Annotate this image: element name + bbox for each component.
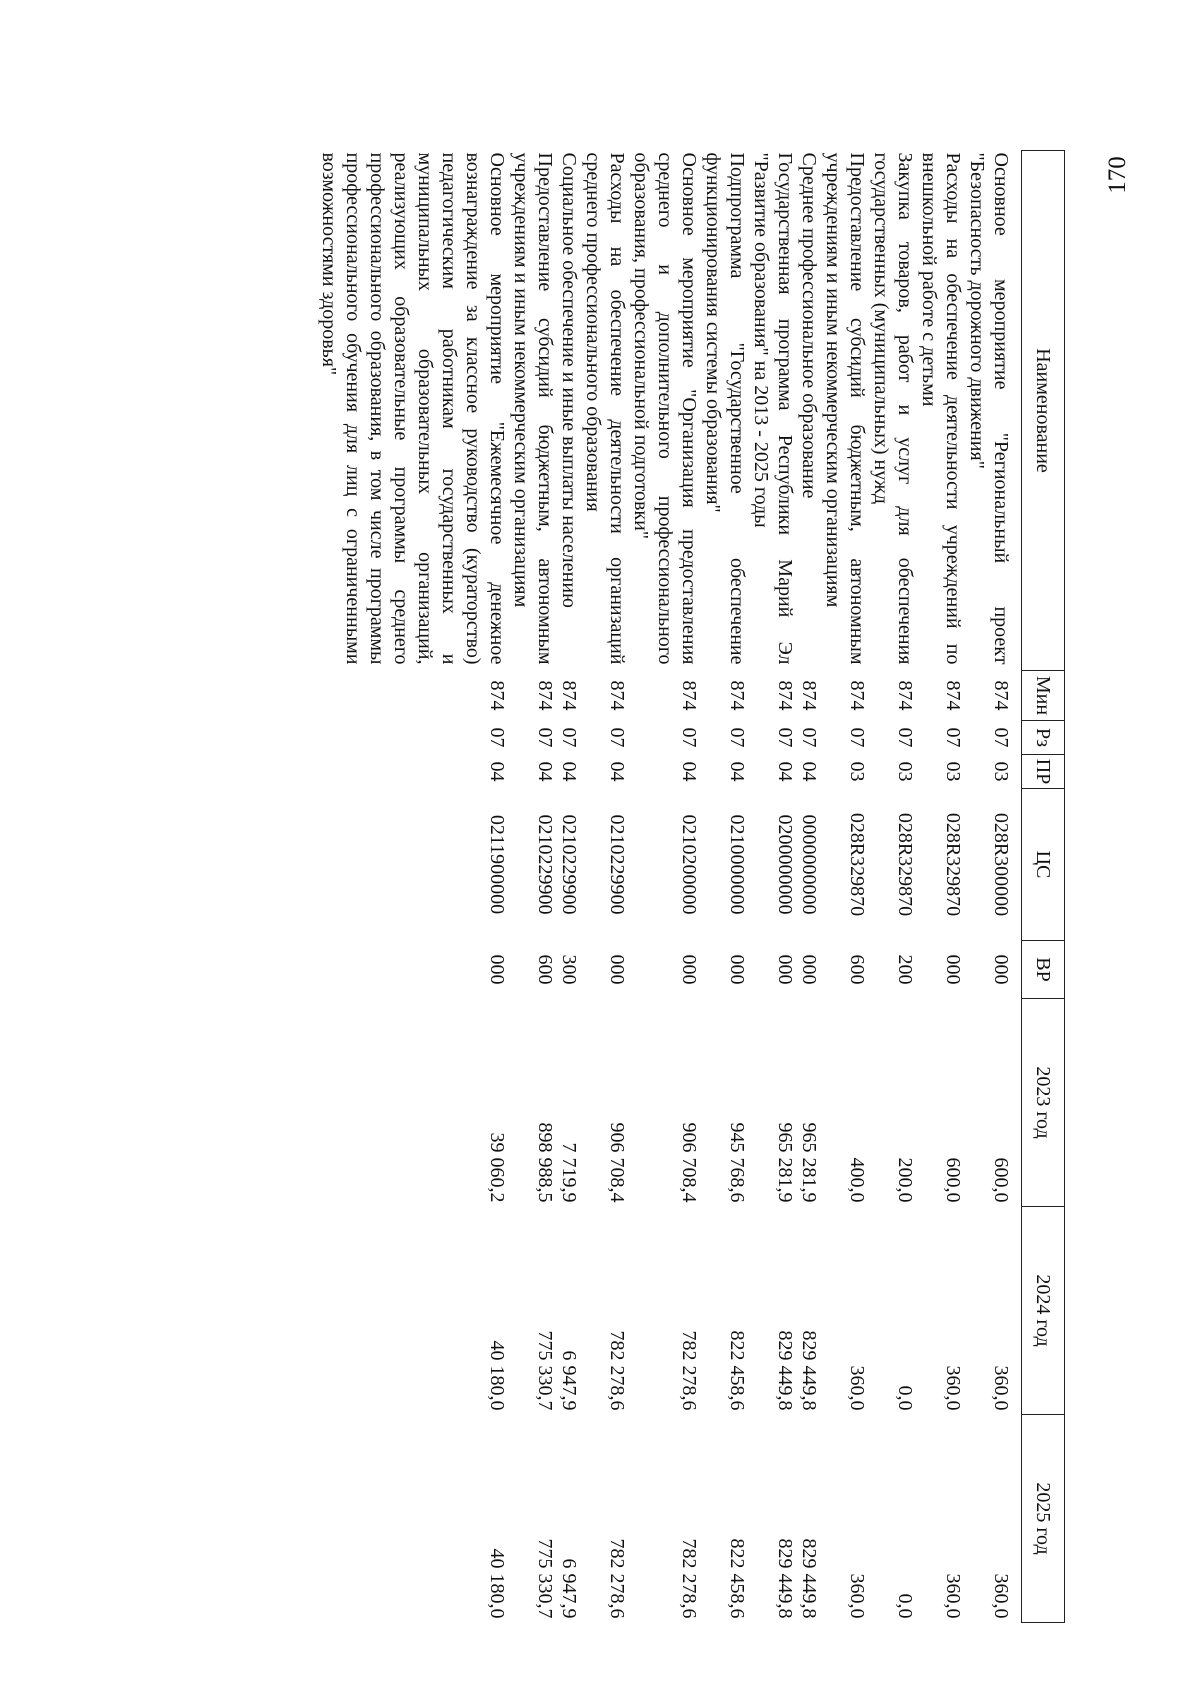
row-pr: 03 [846, 761, 868, 782]
row-cs: 0210200000 [678, 814, 700, 915]
row-name: Основное мероприятие "Региональный проект "Безопасность дорожного движения" [966, 152, 1012, 665]
row-cs: 028R329870 [846, 812, 868, 917]
table-row [965, 151, 1013, 1623]
row-cs: 0210229900 [558, 814, 580, 915]
row-name: Подпрограмма "Государственное обеспечение функционирования системы образования" [702, 152, 748, 665]
row-2025: 822 458,6 [726, 1538, 748, 1619]
row-vr: 300 [558, 954, 580, 985]
row-pr: 03 [990, 761, 1012, 782]
row-2025: 6 947,9 [558, 1558, 580, 1619]
row-2024: 40 180,0 [486, 1340, 508, 1411]
row-vr: 000 [774, 954, 796, 985]
row-cs: 0210000000 [726, 814, 748, 915]
row-2025: 360,0 [990, 1573, 1012, 1619]
row-2025: 775 330,7 [534, 1538, 556, 1619]
row-pr: 04 [606, 761, 628, 782]
table-row-group [509, 151, 581, 1623]
table-row [869, 151, 917, 1623]
row-2025: 782 278,6 [606, 1538, 628, 1619]
page-number: 170 [1104, 156, 1131, 194]
row-vr: 600 [534, 954, 556, 985]
row-cs: 028R329870 [894, 812, 916, 917]
row-rz: 07 [774, 727, 796, 748]
row-2023: 965 281,9 [798, 1122, 820, 1203]
row-2024: 360,0 [846, 1365, 868, 1411]
row-min: 874 [846, 680, 868, 711]
table-row [317, 151, 509, 1623]
row-vr: 000 [942, 954, 964, 985]
row-2025: 360,0 [942, 1573, 964, 1619]
row-cs: 028R300000 [990, 812, 1012, 917]
row-2025: 360,0 [846, 1573, 868, 1619]
row-2024: 775 330,7 [534, 1330, 556, 1411]
row-2023: 898 988,5 [534, 1122, 556, 1203]
row-pr: 04 [726, 761, 748, 782]
row-rz: 07 [846, 727, 868, 748]
header-name: Наименование [1022, 151, 1065, 671]
row-2023: 945 768,6 [726, 1122, 748, 1203]
row-rz: 07 [558, 727, 580, 748]
row-min: 874 [894, 680, 916, 711]
row-name: Предоставление субсидий бюджетным, автономным учреждениям и иным некоммерческим организациям [822, 152, 868, 665]
row-min: 874 [798, 680, 820, 711]
row-name: Социальное обеспечение и иные выплаты населению [558, 152, 580, 608]
row-name: Расходы на обеспечение деятельности организаций среднего профессионального образования [582, 152, 628, 665]
row-vr: 000 [606, 954, 628, 985]
row-2024: 829 449,8 [798, 1330, 820, 1411]
row-2024: 782 278,6 [606, 1330, 628, 1411]
row-rz: 07 [798, 727, 820, 748]
row-vr: 000 [990, 954, 1012, 985]
row-name: Государственная программа Республики Марий Эл "Развитие образования" на 2013 - 2025 годы [750, 152, 796, 665]
header-2023: 2023 год [1022, 999, 1065, 1207]
row-vr: 000 [798, 954, 820, 985]
row-name: Основное мероприятие "Организация предоставления среднего и дополнительного профессионального образования, профессиональной подготовки" [630, 152, 700, 665]
table-row [581, 151, 629, 1623]
row-rz: 07 [894, 727, 916, 748]
budget-table-sheet [205, 150, 1065, 1622]
row-2023: 7 719,9 [558, 1142, 580, 1203]
row-cs: 028R329870 [942, 812, 964, 917]
row-2023: 200,0 [894, 1157, 916, 1203]
row-vr: 000 [678, 954, 700, 985]
table-row [701, 151, 749, 1623]
row-name: Основное мероприятие "Ежемесячное денежное вознаграждение за классное руководство (кураторство) педагогическим работникам государственных и муниципальных образовательных организаций, реализующих образовательные программы среднего профессионального образования, в том числе программы профессионального обучения для лиц с ограниченными возможностями здоровья" [318, 152, 508, 665]
row-pr: 04 [486, 761, 508, 782]
row-pr: 03 [894, 761, 916, 782]
budget-table [317, 150, 1065, 1623]
row-2025: 829 449,8 [774, 1538, 796, 1619]
row-2023: 600,0 [990, 1157, 1012, 1203]
row-name: Среднее профессиональное образование [798, 152, 820, 499]
row-min: 874 [558, 680, 580, 711]
row-2025: 0,0 [894, 1593, 916, 1619]
row-cs: 0200000000 [774, 814, 796, 915]
row-min: 874 [606, 680, 628, 711]
row-min: 874 [486, 680, 508, 711]
row-min: 874 [774, 680, 796, 711]
row-name: Расходы на обеспечение деятельности учреждений по внешкольной работе с детьми [918, 152, 964, 665]
row-min: 874 [726, 680, 748, 711]
row-2023: 906 708,4 [606, 1122, 628, 1203]
row-pr: 04 [534, 761, 556, 782]
row-cs: 0000000000 [798, 814, 820, 915]
row-vr: 000 [726, 954, 748, 985]
row-2024: 6 947,9 [558, 1350, 580, 1411]
row-vr: 200 [894, 954, 916, 985]
row-2024: 782 278,6 [678, 1330, 700, 1411]
row-2023: 400,0 [846, 1157, 868, 1203]
row-rz: 07 [942, 727, 964, 748]
header-min: Мин [1022, 671, 1065, 721]
table-row [821, 151, 869, 1623]
row-2024: 360,0 [942, 1365, 964, 1411]
row-2024: 360,0 [990, 1365, 1012, 1411]
row-name: Закупка товаров, работ и услуг для обеспечения государственных (муниципальных) нужд [870, 152, 916, 665]
row-2024: 822 458,6 [726, 1330, 748, 1411]
header-2025: 2025 год [1022, 1415, 1065, 1623]
row-2025: 829 449,8 [798, 1538, 820, 1619]
header-2024: 2024 год [1022, 1207, 1065, 1415]
row-min: 874 [990, 680, 1012, 711]
row-2023: 600,0 [942, 1157, 964, 1203]
row-vr: 000 [486, 954, 508, 985]
row-cs: 0210229900 [606, 814, 628, 915]
row-rz: 07 [606, 727, 628, 748]
row-min: 874 [942, 680, 964, 711]
header-pr: ПР [1022, 755, 1065, 789]
row-vr: 600 [846, 954, 868, 985]
row-2024: 829 449,8 [774, 1330, 796, 1411]
row-rz: 07 [678, 727, 700, 748]
header-vr: ВР [1022, 941, 1065, 999]
table-header-row [1022, 151, 1065, 1623]
row-min: 874 [678, 680, 700, 711]
row-rz: 07 [726, 727, 748, 748]
row-pr: 03 [942, 761, 964, 782]
row-rz: 07 [486, 727, 508, 748]
row-rz: 07 [990, 727, 1012, 748]
row-pr: 04 [678, 761, 700, 782]
row-pr: 04 [774, 761, 796, 782]
table-row [629, 151, 701, 1623]
row-2023: 965 281,9 [774, 1122, 796, 1203]
row-pr: 04 [558, 761, 580, 782]
row-2024: 0,0 [894, 1385, 916, 1411]
row-cs: 0210229900 [534, 814, 556, 915]
header-cs: ЦС [1022, 789, 1065, 941]
row-name: Предоставление субсидий бюджетным, автономным учреждениям и иным некоммерческим организациям [510, 152, 556, 665]
row-cs: 0211900000 [486, 814, 508, 915]
row-min: 874 [534, 680, 556, 711]
table-row-group [749, 151, 821, 1623]
row-pr: 04 [798, 761, 820, 782]
row-2025: 40 180,0 [486, 1548, 508, 1619]
row-2025: 782 278,6 [678, 1538, 700, 1619]
header-rz: Рз [1022, 721, 1065, 755]
row-2023: 906 708,4 [678, 1122, 700, 1203]
row-2023: 39 060,2 [486, 1132, 508, 1203]
row-rz: 07 [534, 727, 556, 748]
table-row [917, 151, 965, 1623]
